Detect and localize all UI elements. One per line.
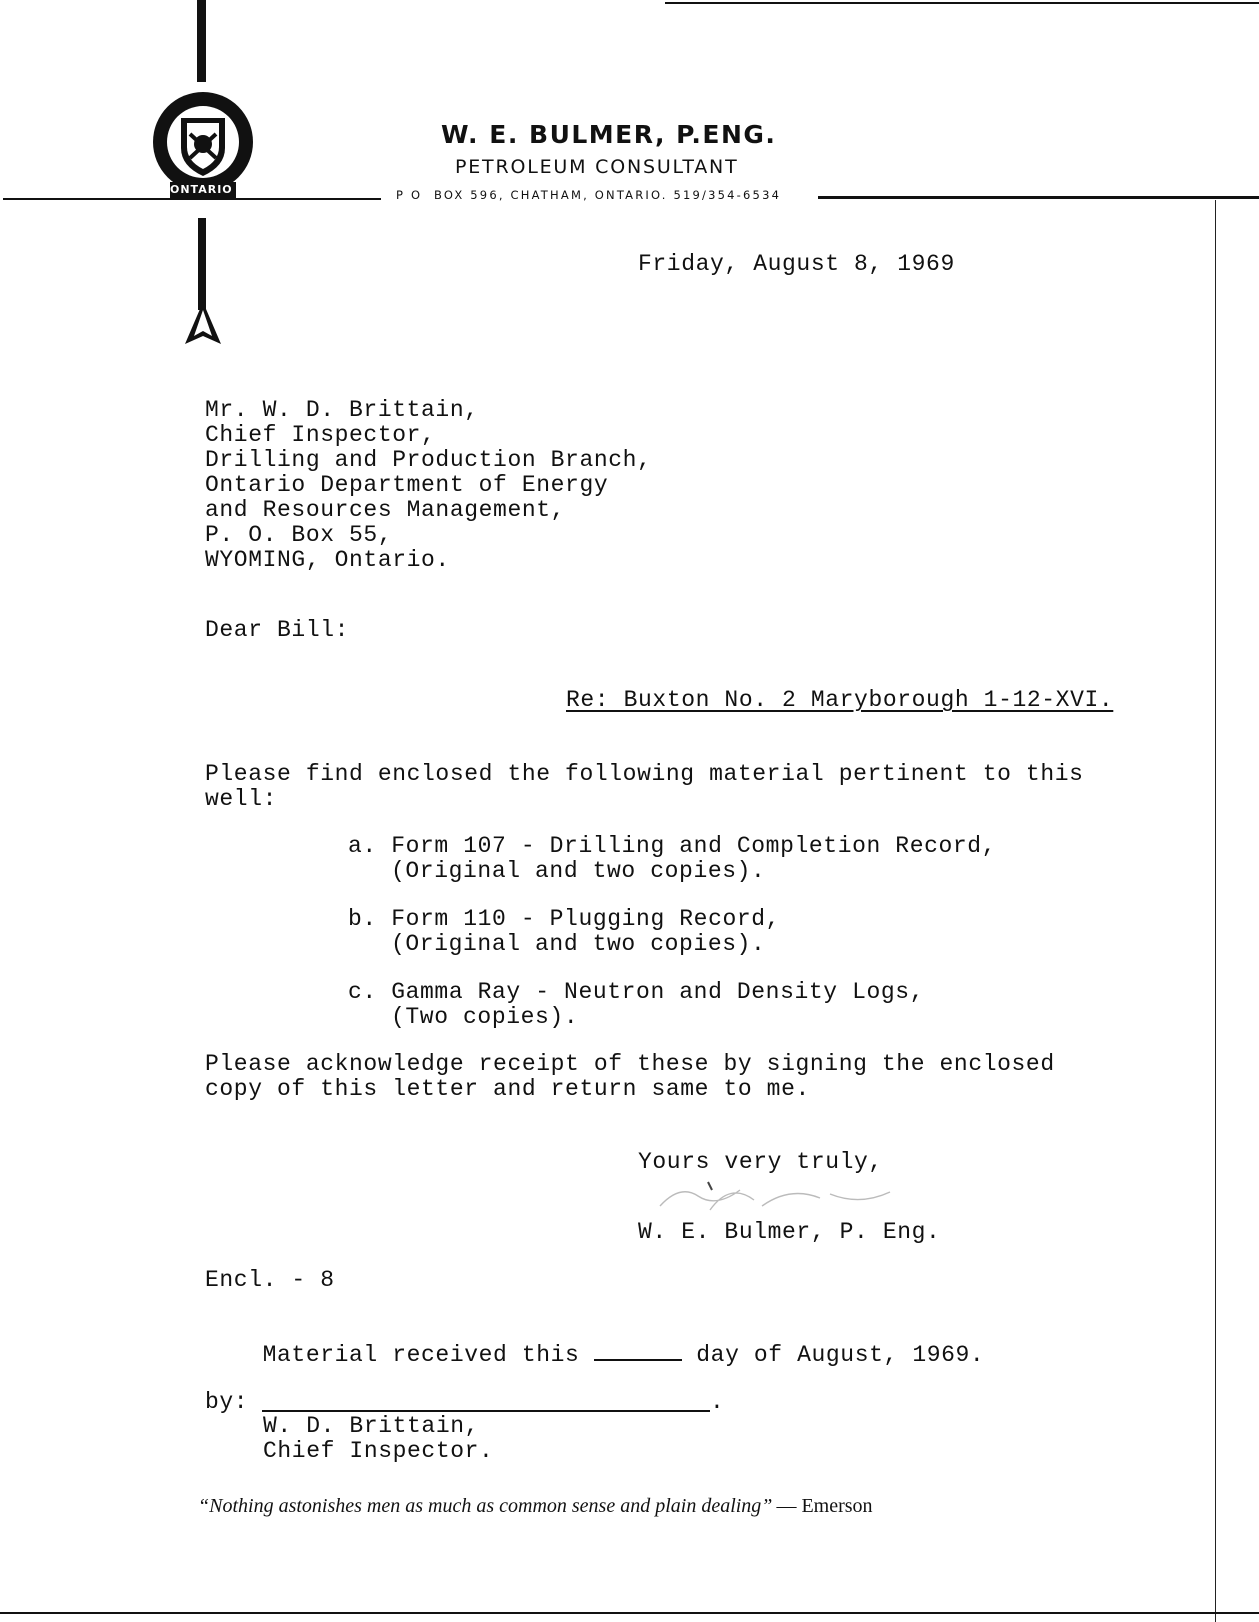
recipient-line: Chief Inspector,: [205, 422, 436, 448]
letterhead-vertical-bar-top: [197, 0, 206, 82]
received-prefix: Material received this: [262, 1342, 580, 1368]
letterhead-name: W. E. BULMER, P.ENG.: [441, 120, 777, 149]
recipient-line: and Resources Management,: [205, 497, 566, 523]
enclosure-text: Gamma Ray - Neutron and Density Logs,: [391, 979, 925, 1005]
footer-quote: [182, 1477, 873, 1536]
recipient-line: P. O. Box 55,: [205, 522, 393, 548]
received-day-blank[interactable]: [594, 1359, 682, 1361]
recipient-line: WYOMING, Ontario.: [205, 547, 450, 573]
signer-name: W. E. Bulmer, P. Eng.: [638, 1219, 941, 1245]
quote-author: — Emerson: [776, 1495, 873, 1517]
letterhead-rule-right: [818, 196, 1259, 199]
body-line: well:: [205, 786, 278, 812]
letterhead-title: PETROLEUM CONSULTANT: [455, 156, 739, 178]
handwritten-signature: [650, 1176, 930, 1220]
salutation: Dear Bill:: [205, 617, 350, 643]
enclosure-item-a: [348, 834, 996, 884]
received-suffix: day of August, 1969.: [696, 1342, 985, 1368]
enclosure-marker: a.: [348, 833, 377, 859]
body-line: Please acknowledge receipt of these by signing the enclosed: [205, 1051, 1055, 1077]
recipient-line: Drilling and Production Branch,: [205, 447, 652, 473]
enclosure-text: Form 110 - Plugging Record,: [391, 906, 781, 932]
enclosure-marker: c.: [348, 979, 377, 1005]
received-line: [205, 1318, 984, 1393]
body-line: copy of this letter and return same to me.: [205, 1076, 810, 1102]
bottom-page-edge: [0, 1612, 1259, 1614]
enclosure-marker: b.: [348, 906, 377, 932]
arrow-head-icon: [184, 302, 222, 346]
by-label: by:: [205, 1389, 249, 1415]
enclosure-item-c: [348, 980, 924, 1030]
right-page-edge: [1215, 200, 1216, 1622]
signature-period: .: [710, 1389, 725, 1415]
quote-text: “Nothing astonishes men as much as common sense and plain dealing”: [198, 1495, 773, 1517]
recipient-line: Ontario Department of Energy: [205, 472, 609, 498]
recipient-line: Mr. W. D. Brittain,: [205, 397, 479, 423]
receiver-line: W. D. Brittain,: [263, 1413, 480, 1439]
body-intro: [205, 762, 1084, 812]
recipient-address: [205, 398, 651, 573]
receiver-line: Chief Inspector.: [263, 1438, 494, 1464]
body-closing: [205, 1052, 1055, 1102]
body-line: Please find enclosed the following material pertinent to this: [205, 761, 1084, 787]
closing-phrase: Yours very truly,: [638, 1149, 883, 1175]
enclosure-subtext: (Original and two copies).: [391, 931, 766, 957]
top-right-rule: [665, 2, 1259, 4]
letterhead-address: P O BOX 596, CHATHAM, ONTARIO. 519/354-6534: [396, 188, 782, 202]
enclosure-item-b: [348, 907, 780, 957]
letterhead-rule-left: [3, 198, 381, 200]
enclosure-text: Form 107 - Drilling and Completion Record,: [391, 833, 997, 859]
subject-line: Re: Buxton No. 2 Maryborough 1-12-XVI.: [566, 687, 1114, 713]
enclosure-subtext: (Original and two copies).: [391, 858, 766, 884]
letterhead-vertical-bar-bottom: [198, 218, 206, 310]
letter-date: Friday, August 8, 1969: [638, 251, 955, 277]
enclosure-count: Encl. - 8: [205, 1267, 335, 1293]
receiver-signature-line[interactable]: [262, 1410, 710, 1412]
receiver-block: [263, 1414, 493, 1464]
seal-ontario-label: ONTARIO: [170, 183, 233, 196]
enclosure-subtext: (Two copies).: [391, 1004, 579, 1030]
